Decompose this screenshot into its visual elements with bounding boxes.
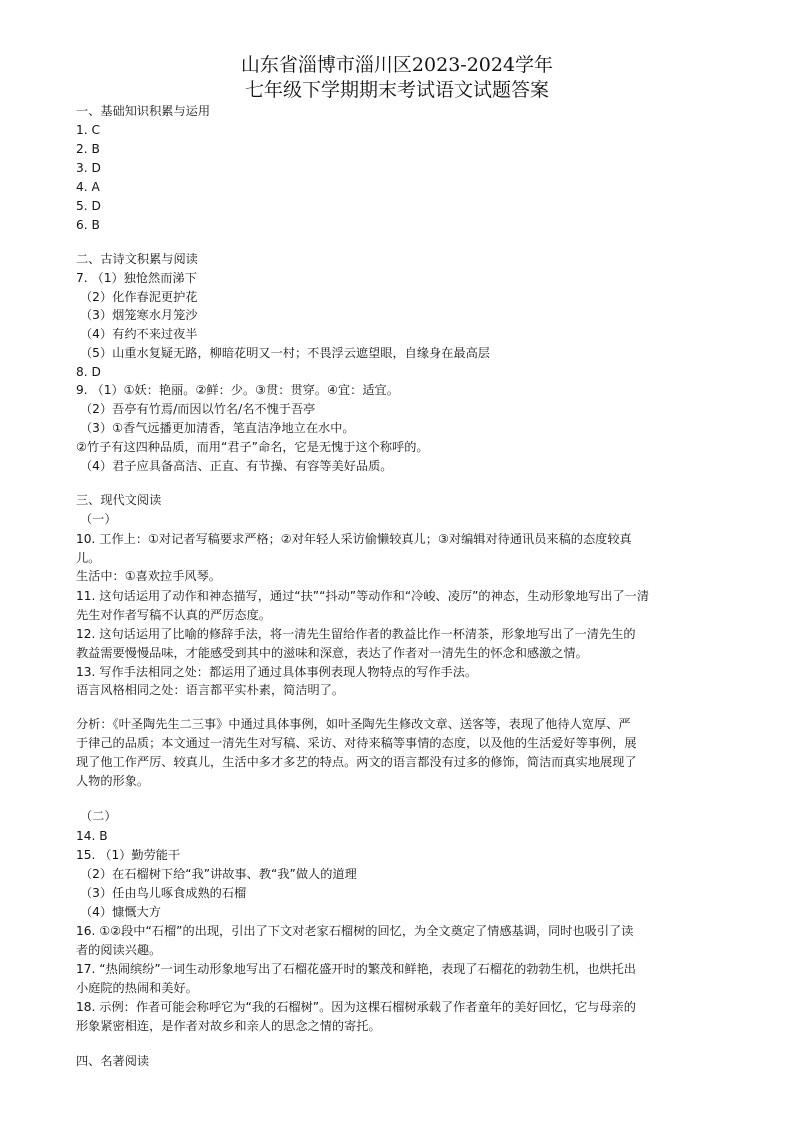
answer-line: （3）烟笼寒水月笼沙 — [80, 308, 198, 322]
answer-line: 15. （1）勤劳能干 — [76, 848, 181, 862]
answer-line: 儿。 — [76, 551, 101, 565]
part1-label: （一） — [80, 512, 117, 526]
answer-line: 17. “热闹缤纷”一词生动形象地写出了石榴花盛开时的繁茂和鲜艳，表现了石榴花的勃勃生机，也烘托出 — [76, 962, 636, 976]
answer-line: 形象紧密相连，是作者对故乡和亲人的思念之情的寄托。 — [76, 1019, 381, 1033]
answer-line: 7. （1）独怆然而涕下 — [76, 271, 197, 285]
answer-line: 6. B — [76, 218, 100, 232]
section4-heading: 四、名著阅读 — [76, 1054, 150, 1068]
answer-line: （5）山重水复疑无路，柳暗花明又一村；不畏浮云遮望眼，自缘身在最高层 — [80, 346, 490, 360]
answer-line: 生活中：①喜欢拉手风琴。 — [76, 569, 221, 583]
section3-heading: 三、现代文阅读 — [76, 493, 162, 507]
analysis-line: 现了他工作严厉、较真儿，生活中多才多艺的特点。两文的语言都没有过多的修饰，简洁而真实地展现了 — [76, 755, 637, 769]
answer-line: （4）有约不来过夜半 — [80, 327, 198, 341]
answer-line: 9. （1）①妖：艳丽。②鲜：少。③贯：贯穿。④宜：适宜。 — [76, 383, 399, 397]
answer-line: 12. 这句话运用了比喻的修辞手法，将一清先生留给作者的教益比作一杯清茶，形象地写出了一清先生的 — [76, 627, 636, 641]
section2-heading: 二、古诗文积累与阅读 — [76, 252, 198, 266]
answer-line: 5. D — [76, 199, 101, 213]
doc-title-line1: 山东省淄博市淄川区2023-2024学年 — [240, 54, 554, 76]
answer-line: （3）①香气远播更加清香，笔直洁净地立在水中。 — [80, 421, 355, 435]
answer-line: 18. 示例：作者可能会称呼它为“我的石榴树”。因为这棵石榴树承载了作者童年的美好回忆，它与母亲的 — [76, 1000, 636, 1014]
answer-line: 10. 工作上：①对记者写稿要求严格；②对年轻人采访偷懒较真儿；③对编辑对待通讯员来稿的态度较真 — [76, 532, 632, 546]
answer-line: 者的阅读兴趣。 — [76, 943, 162, 957]
analysis-line: 人物的形象。 — [76, 774, 150, 788]
analysis-line: 分析：《叶圣陶先生二三事》中通过具体事例，如叶圣陶先生修改文章、送客等，表现了他待人宽厚、严 — [76, 717, 631, 731]
answer-line: 语言风格相同之处：语言都平实朴素，简洁明了。 — [76, 683, 345, 697]
answer-line: （4）慷慨大方 — [80, 905, 161, 919]
answer-line: ②竹子有这四种品质，而用“君子”命名，它是无愧于这个称呼的。 — [76, 440, 429, 454]
answer-line: 2. B — [76, 142, 100, 156]
answer-line: （2）化作春泥更护花 — [80, 290, 198, 304]
analysis-line: 于律己的品质；本文通过一清先生对写稿、采访、对待来稿等事情的态度，以及他的生活爱好等事例，展 — [76, 736, 637, 750]
answer-line: 8. D — [76, 365, 101, 379]
answer-line: （2）在石榴树下给“我”讲故事、教“我”做人的道理 — [80, 867, 357, 881]
answer-line: 14. B — [76, 829, 108, 843]
part2-label: （二） — [80, 809, 117, 823]
answer-line: 11. 这句话运用了动作和神态描写，通过“扶”“抖动”等动作和“冷峻、凌厉”的神态，生动形象地写出了一清 — [76, 589, 650, 603]
answer-line: 1. C — [76, 123, 101, 137]
answer-line: （2）吾亭有竹焉/而因以竹名/名不愧于吾亭 — [80, 402, 316, 416]
answer-line: （3）任由鸟儿啄食成熟的石榴 — [80, 886, 247, 900]
doc-title-line2: 七年级下学期期末考试语文试题答案 — [244, 79, 549, 101]
answer-line: 13. 写作手法相同之处：都运用了通过具体事例表现人物特点的写作手法。 — [76, 665, 478, 679]
section1-heading: 一、基础知识积累与运用 — [76, 104, 211, 118]
answer-line: 4. A — [76, 180, 100, 194]
answer-line: 3. D — [76, 161, 101, 175]
answer-line: 先生对作者写稿不认真的严厉态度。 — [76, 608, 271, 622]
answer-line: （4）君子应具备高洁、正直、有节操、有容等美好品质。 — [80, 459, 393, 473]
answer-line: 16. ①②段中“石榴”的出现，引出了下文对老家石榴树的回忆，为全文奠定了情感基调，同时也吸引了读 — [76, 924, 634, 938]
answer-line: 小庭院的热闹和美好。 — [76, 981, 198, 995]
answer-line: 教益需要慢慢品味，才能感受到其中的滋味和深意，表达了作者对一清先生的怀念和感激之情。 — [76, 646, 588, 660]
